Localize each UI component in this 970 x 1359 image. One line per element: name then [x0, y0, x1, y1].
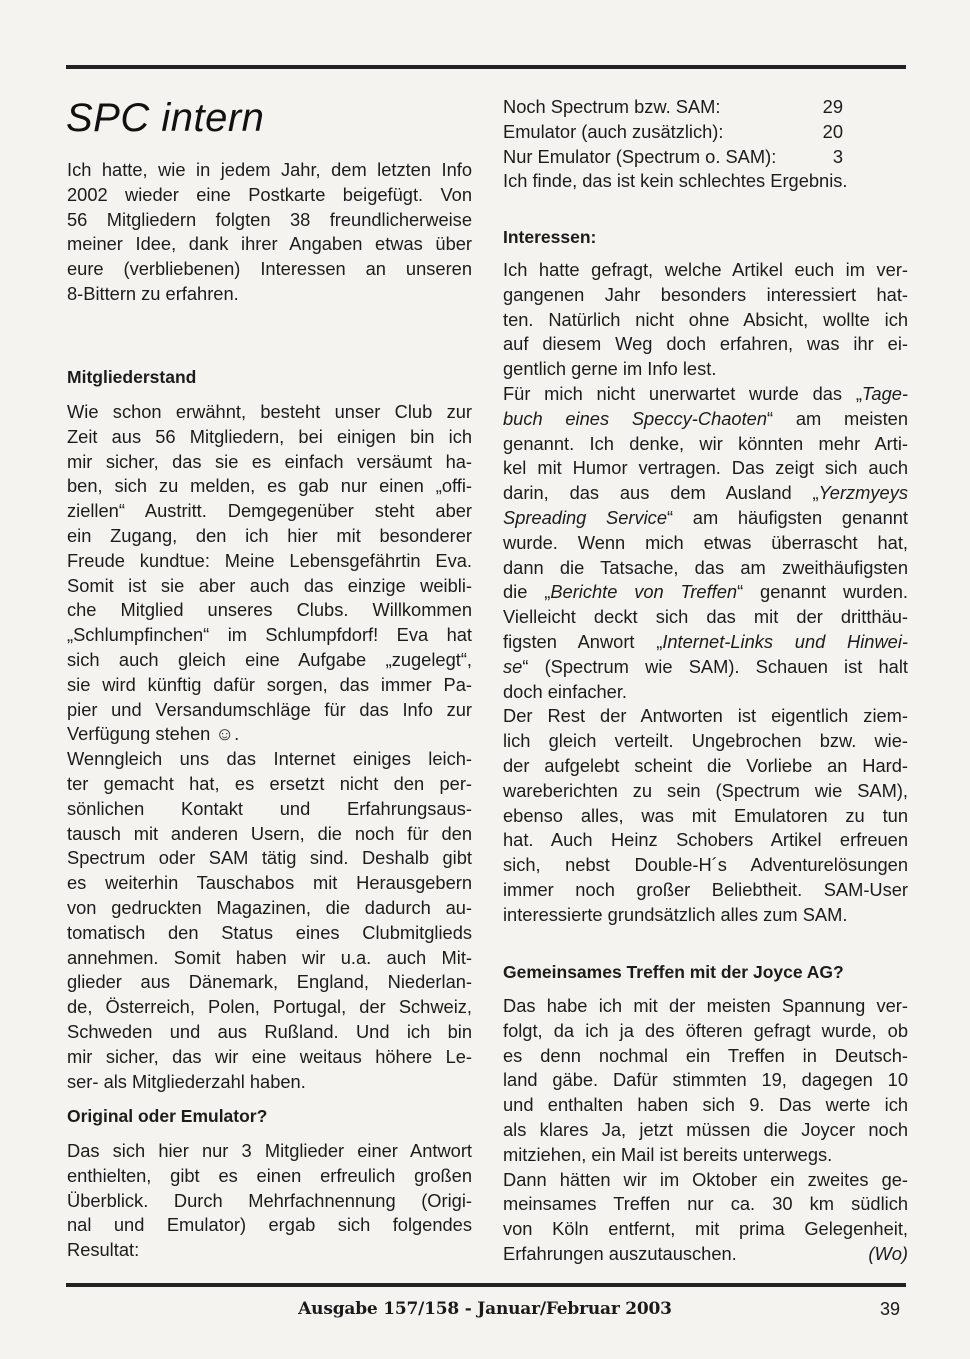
mitgliederstand-line: „Schlumpfinchen“ im Schlumpfdorf! Eva hat	[67, 624, 472, 646]
original-emulator-line: Resultat:	[67, 1239, 140, 1261]
interessen-line: doch einfacher.	[503, 680, 627, 702]
mitgliederstand-line: ein Zugang, den ich hier mit besonderer	[67, 525, 472, 546]
interessen-line: kel mit Humor vertragen. Das zeigt sich auch	[503, 457, 908, 479]
mitgliederstand-line: Spectrum oder SAM tätig sind. Deshalb gibt	[67, 847, 472, 869]
result-label: Emulator (auch zusätzlich):	[503, 120, 724, 142]
result-value: 3	[832, 145, 843, 167]
issue-footer: Ausgabe 157/158 - Januar/Februar 2003	[298, 1299, 672, 1319]
result-value: 20	[822, 120, 843, 142]
mitgliederstand-line: Wenngleich uns das Internet einiges leich-	[67, 748, 472, 770]
original-emulator-line: Überblick. Durch Mehrfachnennung (Origi-	[67, 1189, 472, 1211]
mitgliederstand-line: che Mitglied unseres Clubs. Willkommen	[67, 599, 472, 621]
mitgliederstand-line: Somit ist sie aber auch das einzige weibli-	[67, 574, 472, 596]
mitgliederstand-line: glieder aus Dänemark, England, Niederlan-	[67, 971, 472, 993]
interessen-line: Der Rest der Antworten ist eigentlich ziem-	[503, 705, 908, 727]
interessen-line: figsten Anwort „Internet-Links und Hinwei-	[503, 631, 908, 652]
mitgliederstand-line: sich auch gleich eine Aufgabe „zugelegt“,	[67, 649, 472, 670]
result-row	[503, 95, 843, 120]
joyce-treffen-line: meinsames Treffen nur ca. 30 km südlich	[503, 1193, 908, 1215]
interessen-line: wareberichten zu sein (Spectrum wie SAM),	[503, 779, 908, 801]
section-heading-joyce-treffen: Gemeinsames Treffen mit der Joyce AG?	[503, 962, 844, 982]
joyce-treffen-line: und enthalten haben sich 9. Das werte ich	[503, 1094, 908, 1116]
joyce-treffen-line: Erfahrungen auszutauschen. (Wo)	[503, 1242, 908, 1267]
joyce-treffen-line: es denn nochmal ein Treffen in Deutsch-	[503, 1044, 908, 1066]
joyce-treffen-line: land gäbe. Dafür stimmten 19, dagegen 10	[503, 1069, 908, 1091]
author-signature: (Wo)	[868, 1243, 908, 1264]
mitgliederstand-line: de, Österreich, Polen, Portugal, der Schweiz,	[67, 996, 472, 1018]
section-heading-mitgliederstand: Mitgliederstand	[67, 367, 197, 387]
mitgliederstand-line: Schweden und aus Rußland. Und ich bin	[67, 1021, 472, 1042]
interessen-line: genannt. Ich denke, wir könnten mehr Arti-	[503, 432, 908, 454]
interessen-line: hat. Auch Heinz Schobers Artikel erfreuen	[503, 829, 908, 851]
mitgliederstand-line: ter gemacht hat, es ersetzt nicht den per-	[67, 773, 472, 794]
interessen-line: lich gleich verteilt. Ungebrochen bzw. wie-	[503, 730, 908, 752]
joyce-treffen-line: Das habe ich mit der meisten Spannung ver-	[503, 995, 908, 1016]
joyce-treffen-line: als klares Ja, jetzt müssen die Joycer noch	[503, 1119, 908, 1140]
joyce-treffen-line: folgt, da ich ja des öfteren gefragt wurde, ob	[503, 1019, 908, 1041]
mitgliederstand-line: tausch mit anderen Usern, die noch für den	[67, 822, 472, 844]
mitgliederstand-line: ser- als Mitgliederzahl haben.	[67, 1070, 306, 1092]
intro-line: Ich hatte, wie in jedem Jahr, dem letzten Info	[67, 159, 472, 180]
result-row	[503, 145, 843, 170]
joyce-treffen-line: von Köln entfernt, mit prima Gelegenheit,	[503, 1218, 908, 1240]
interessen-line: ebenso alles, was mit Emulatoren zu tun	[503, 804, 908, 826]
mitgliederstand-line: sie wird künftig dafür sorgen, das immer Pa-	[67, 673, 472, 695]
bottom-rule	[66, 1283, 906, 1287]
top-rule	[66, 65, 906, 69]
interessen-line: Vielleicht deckt sich das mit der dritthäu-	[503, 606, 908, 628]
interessen-line: se“ (Spectrum wie SAM). Schauen ist halt	[503, 655, 908, 677]
interessen-line: ten. Natürlich nicht ohne Absicht, wollte ich	[503, 308, 908, 330]
interessen-line: darin, das aus dem Ausland „Yerzmyeys	[503, 482, 908, 504]
joyce-treffen-line: Dann hätten wir im Oktober ein zweites ge-	[503, 1168, 908, 1190]
mitgliederstand-line: Zeit aus 56 Mitgliedern, bei einigen bin ich	[67, 425, 472, 447]
interessen-line: gangenen Jahr besonders interessiert hat-	[503, 283, 908, 305]
interessen-line: wurde. Wenn mich etwas überrascht hat,	[503, 531, 908, 553]
mitgliederstand-line: mir sicher, das sie es einfach versäumt ha-	[67, 450, 472, 472]
mitgliederstand-line: mir sicher, das wir eine weitaus höhere Le-	[67, 1045, 472, 1067]
mitgliederstand-line: tomatisch den Status eines Clubmitglieds	[67, 921, 472, 943]
joyce-treffen-line: mitziehen, ein Mail ist bereits unterwegs.	[503, 1143, 833, 1165]
page-title: SPC intern	[66, 96, 265, 140]
intro-line: 8-Bittern zu erfahren.	[67, 283, 239, 304]
mitgliederstand-line: annehmen. Somit haben wir u.a. auch Mit-	[67, 946, 472, 968]
mitgliederstand-line: Verfügung stehen ☺.	[67, 723, 240, 745]
interessen-line: immer noch großer Beliebtheit. SAM-User	[503, 879, 908, 900]
mitgliederstand-line: sönlichen Kontakt und Erfahrungsaus-	[67, 797, 472, 819]
interessen-line: auf diesem Weg doch erfahren, was ihr ei-	[503, 333, 908, 355]
intro-line: 2002 wieder eine Postkarte beigefügt. Von	[67, 183, 472, 205]
section-heading-interessen: Interessen:	[503, 227, 597, 247]
original-emulator-line: Das sich hier nur 3 Mitglieder einer Antwort	[67, 1140, 472, 1161]
result-label: Nur Emulator (Spectrum o. SAM):	[503, 145, 777, 167]
intro-line: meiner Idee, dank ihrer Angaben etwas über	[67, 233, 472, 255]
results-comment: Ich finde, das ist kein schlechtes Ergebnis.	[503, 170, 848, 191]
mitgliederstand-line: es weiterhin Tauschabos mit Herausgebern	[67, 872, 472, 894]
mitgliederstand-line: von gedruckten Magazinen, die dadurch au-	[67, 897, 472, 918]
interessen-line: interessierte grundsätzlich alles zum SAM.	[503, 903, 848, 925]
page-number: 39	[880, 1299, 901, 1319]
original-emulator-line: enthielten, gibt es einen erfreulich großen	[67, 1164, 472, 1186]
result-value: 29	[822, 96, 843, 117]
intro-line: 56 Mitgliedern folgten 38 freundlicherweise	[67, 208, 472, 230]
interessen-line: die „Berichte von Treffen“ genannt wurden.	[503, 581, 908, 603]
intro-line: eure (verbliebenen) Interessen an unseren	[67, 258, 472, 280]
result-row	[503, 120, 843, 145]
interessen-line: buch eines Speccy-Chaoten“ am meisten	[503, 407, 908, 429]
mitgliederstand-line: pier und Versandumschläge für das Info zur	[67, 698, 472, 720]
original-emulator-line: nal und Emulator) ergab sich folgendes	[67, 1214, 472, 1236]
mitgliederstand-line: Freude kundtue: Meine Lebensgefährtin Eva.	[67, 549, 472, 571]
interessen-line: Ich hatte gefragt, welche Artikel euch im ver-	[503, 259, 908, 280]
section-heading-original-oder-emulator: Original oder Emulator?	[67, 1106, 268, 1126]
interessen-line: gentlich gerne im Info lest.	[503, 358, 717, 380]
interessen-line: der aufgelebt scheint die Vorliebe an Hard-	[503, 755, 908, 776]
interessen-line: sich, nebst Double-H´s Adventurelösungen	[503, 854, 908, 876]
mitgliederstand-line: Wie schon erwähnt, besteht unser Club zur	[67, 401, 472, 422]
result-label: Noch Spectrum bzw. SAM:	[503, 96, 721, 117]
interessen-line: Für mich nicht unerwartet wurde das „Tage-	[503, 383, 908, 404]
mitgliederstand-line: ziellen“ Austritt. Demgegenüber steht aber	[67, 500, 472, 522]
interessen-line: Spreading Service“ am häufigsten genannt	[503, 507, 908, 528]
interessen-line: dann die Tatsache, das am zweithäufigsten	[503, 556, 908, 578]
mitgliederstand-line: ben, sich zu melden, es gab nur einen „offi-	[67, 475, 472, 497]
